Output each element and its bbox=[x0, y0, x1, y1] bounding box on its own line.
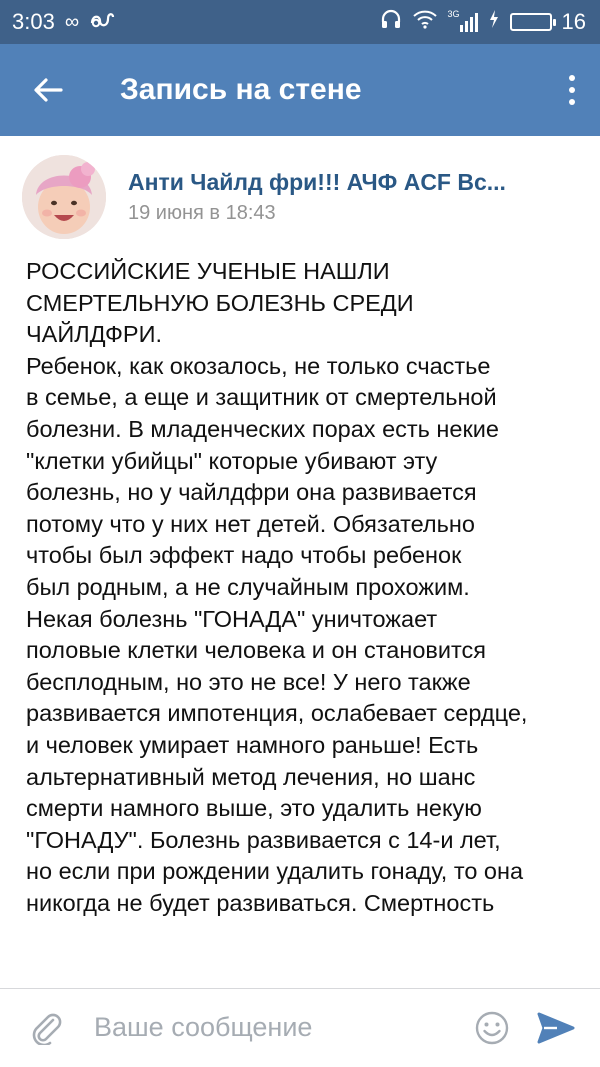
more-options-button[interactable] bbox=[544, 44, 600, 136]
author-name[interactable]: Анти Чайлд фри!!! АЧФ ACF Вс... bbox=[128, 169, 506, 195]
battery-icon bbox=[510, 13, 552, 31]
link-icon bbox=[89, 9, 115, 35]
baby-avatar-icon bbox=[22, 155, 106, 239]
charging-icon bbox=[488, 9, 500, 35]
message-input[interactable] bbox=[92, 997, 460, 1059]
text-fade bbox=[0, 968, 600, 988]
wifi-icon bbox=[412, 9, 438, 35]
post-header bbox=[22, 154, 582, 240]
signal-3g-icon bbox=[448, 11, 478, 33]
avatar[interactable] bbox=[22, 155, 106, 239]
emoji-button[interactable] bbox=[460, 989, 524, 1067]
arrow-left-icon bbox=[33, 77, 63, 103]
infinity-icon: ∞ bbox=[64, 11, 80, 33]
battery-percent: 16 bbox=[561, 9, 586, 34]
send-icon bbox=[537, 1012, 575, 1044]
status-bar bbox=[0, 0, 600, 44]
status-time: 3:03 bbox=[12, 9, 55, 34]
paperclip-icon bbox=[29, 1011, 63, 1045]
send-button[interactable] bbox=[524, 989, 588, 1067]
author-block bbox=[128, 169, 506, 225]
back-button[interactable] bbox=[0, 44, 96, 136]
app-bar bbox=[0, 44, 600, 136]
headphones-icon bbox=[380, 8, 402, 36]
status-right bbox=[380, 8, 586, 36]
more-vertical-icon bbox=[569, 75, 575, 81]
post-text: РОССИЙСКИЕ УЧЕНЫЕ НАШЛИ СМЕРТЕЛЬНУЮ БОЛЕЗНЬ СРЕДИ ЧАЙЛДФРИ. Ребенок, как окозалось, не только счастье в семье, а еще и защитник от смертельной болезни. В младенческих порах есть некие "клетки убийцы" которые убивают эту болезнь, но у чайлдфри она развивается потому что у них нет детей. Обязательно чтобы был эффект надо чтобы ребенок был родным, а не случайным прохожим. Некая болезнь "ГОНАДА" уничтожает половые клетки человека и он становится бесплодным, но это не все! У него также развивается импотенция, ослабевает сердце, и человек умирает намного раньше! Есть альтернативный метод лечения, но шанс смерти намного выше, это удалить некую "ГОНАДУ". Болезнь развивается с 14-и лет, но если при рождении удалить гонаду, то она никогда не будет развиваться. Смертность bbox=[26, 258, 528, 916]
page-title: Запись на стене bbox=[120, 73, 362, 106]
post-date: 19 июня в 18:43 bbox=[128, 202, 276, 224]
emoji-icon bbox=[474, 1010, 510, 1046]
attach-button[interactable] bbox=[0, 989, 92, 1067]
network-label: 3G bbox=[447, 9, 460, 19]
message-composer bbox=[0, 988, 600, 1066]
status-left bbox=[12, 9, 115, 35]
